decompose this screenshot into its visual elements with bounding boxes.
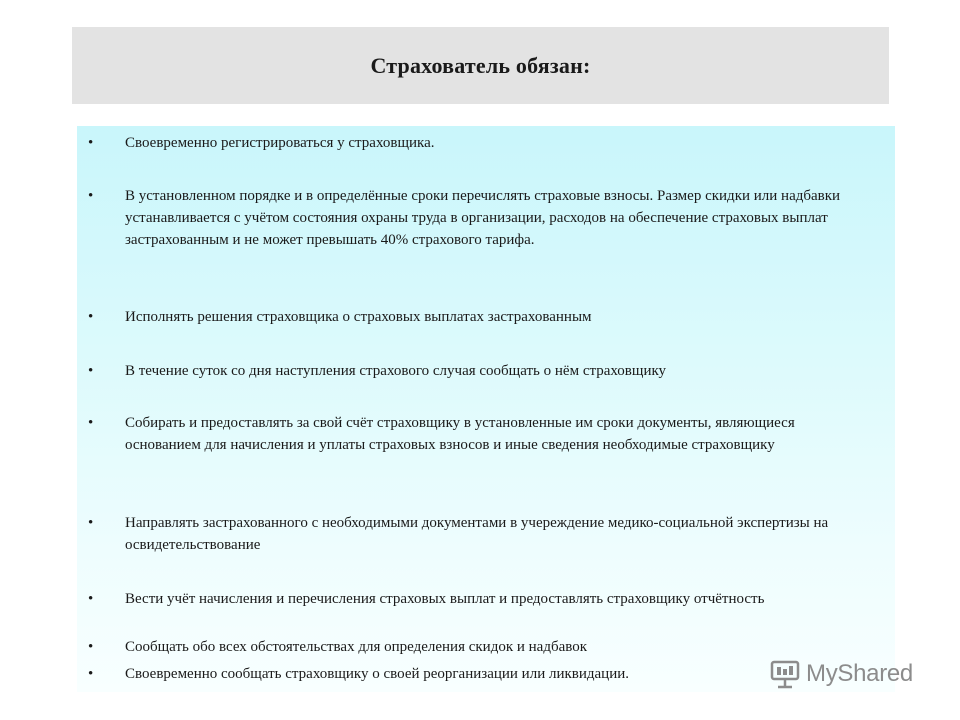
list-item-text: Собирать и предоставлять за свой счёт страховщику в установленные им сроки документы, являющиеся основанием для начисления и уплаты страховых взносов и иные сведения необходимые страховщику — [125, 415, 795, 453]
bullet-icon: • — [88, 363, 94, 379]
list-item-text: В течение суток со дня наступления страхового случая сообщать о нём страховщику — [125, 363, 667, 379]
list-item-text: Своевременно сообщать страховщику о своей реорганизации или ликвидации. — [125, 666, 630, 682]
bullet-icon: • — [88, 591, 94, 607]
list-item-text: Направлять застрахованного с необходимыми документами в учереждение медико-социальной экспертизы на освидетельствование — [125, 515, 829, 553]
content-panel — [77, 126, 895, 692]
bullet-icon: • — [88, 666, 94, 682]
watermark — [768, 656, 913, 692]
list-item-text: Своевременно регистрироваться у страховщика. — [125, 135, 435, 151]
presentation-board-icon — [768, 657, 802, 691]
bullet-icon: • — [88, 188, 94, 204]
bullet-icon: • — [88, 415, 94, 431]
slide-title: Страхователь обязан: — [370, 52, 591, 78]
watermark-text: MyShared — [806, 660, 913, 687]
bullet-icon: • — [88, 135, 94, 151]
list-item-text: Сообщать обо всех обстоятельствах для определения скидок и надбавок — [125, 639, 588, 655]
title-banner — [72, 27, 889, 104]
bullet-icon: • — [88, 309, 94, 325]
list-item-text: Вести учёт начисления и перечисления страховых выплат и предоставлять страховщику отчётность — [125, 591, 765, 607]
list-item-text: Исполнять решения страховщика о страховых выплатах застрахованным — [125, 309, 592, 325]
list-item-text: В установленном порядке и в определённые сроки перечислять страховые взносы. Размер скидки или надбавки устанавливается с учётом состояния охраны труда в организации, расходов на обеспечение страховых выплат застрахованным и не может превышать 40% страхового тарифа. — [125, 188, 841, 248]
bullet-icon: • — [88, 515, 94, 531]
bullet-icon: • — [88, 639, 94, 655]
